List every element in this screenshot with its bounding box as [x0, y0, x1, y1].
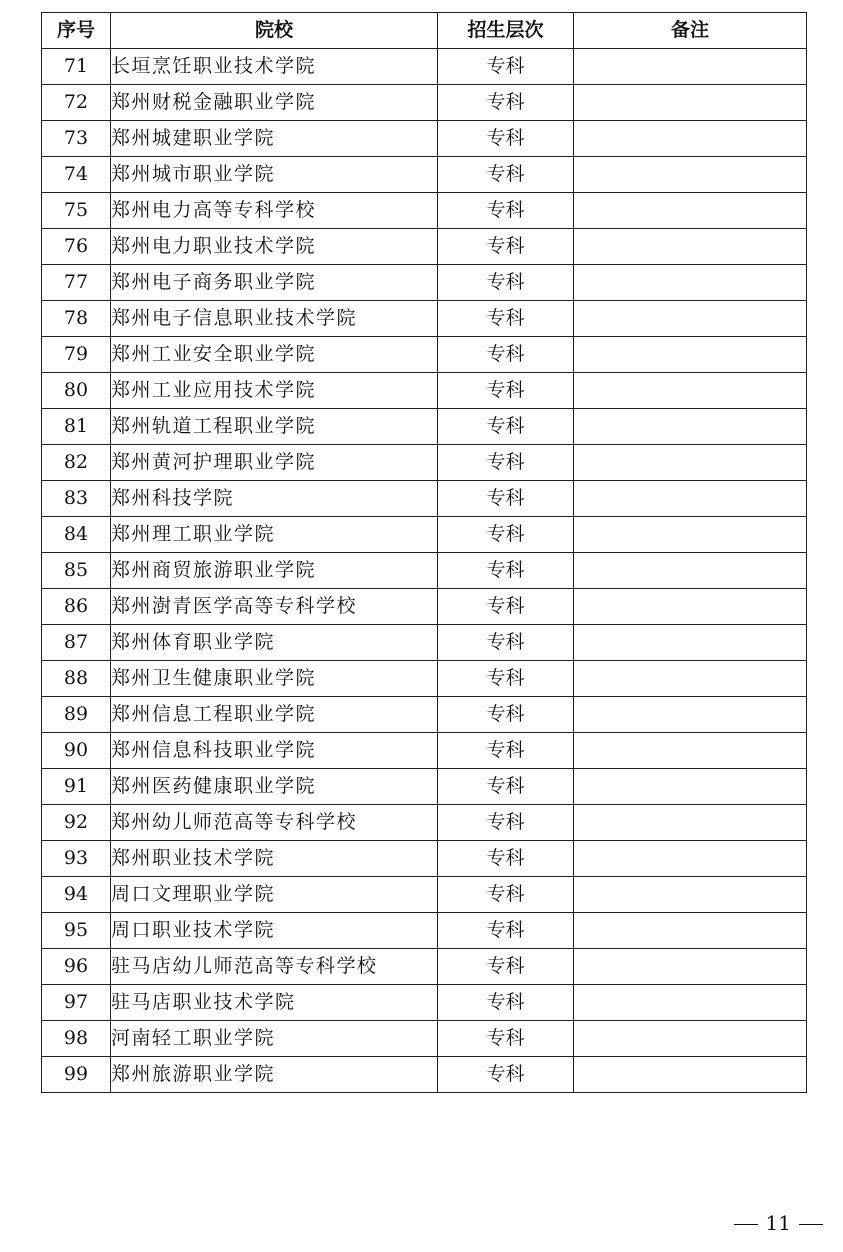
row-school-name: 郑州旅游职业学院: [111, 1057, 438, 1093]
row-school-name: 郑州电子信息职业技术学院: [111, 301, 438, 337]
row-remarks: [574, 985, 807, 1021]
table-row: [42, 661, 807, 697]
row-school-name: 郑州工业安全职业学院: [111, 337, 438, 373]
row-serial-number: 88: [42, 661, 111, 697]
table-row: [42, 517, 807, 553]
table-row: [42, 49, 807, 85]
row-serial-number: 83: [42, 481, 111, 517]
row-remarks: [574, 157, 807, 193]
row-enrollment-level: 专科: [438, 157, 574, 193]
row-serial-number: 80: [42, 373, 111, 409]
table-row: [42, 373, 807, 409]
table-row: [42, 481, 807, 517]
row-serial-number: 95: [42, 913, 111, 949]
row-enrollment-level: 专科: [438, 121, 574, 157]
row-remarks: [574, 85, 807, 121]
row-remarks: [574, 841, 807, 877]
row-enrollment-level: 专科: [438, 481, 574, 517]
row-serial-number: 93: [42, 841, 111, 877]
row-enrollment-level: 专科: [438, 49, 574, 85]
row-school-name: 郑州信息科技职业学院: [111, 733, 438, 769]
row-enrollment-level: 专科: [438, 301, 574, 337]
table-row: [42, 841, 807, 877]
row-serial-number: 79: [42, 337, 111, 373]
table-row: [42, 85, 807, 121]
row-school-name: 郑州电力职业技术学院: [111, 229, 438, 265]
page-number: 11: [765, 1211, 791, 1235]
table-row: [42, 229, 807, 265]
row-school-name: 郑州信息工程职业学院: [111, 697, 438, 733]
school-list-table: [41, 12, 807, 1093]
page-dash-left: [734, 1224, 758, 1225]
row-remarks: [574, 517, 807, 553]
row-enrollment-level: 专科: [438, 877, 574, 913]
row-remarks: [574, 265, 807, 301]
row-school-name: 郑州黄河护理职业学院: [111, 445, 438, 481]
row-remarks: [574, 193, 807, 229]
row-serial-number: 81: [42, 409, 111, 445]
row-school-name: 驻马店职业技术学院: [111, 985, 438, 1021]
row-remarks: [574, 661, 807, 697]
row-school-name: 郑州幼儿师范高等专科学校: [111, 805, 438, 841]
row-enrollment-level: 专科: [438, 589, 574, 625]
row-school-name: 周口文理职业学院: [111, 877, 438, 913]
row-school-name: 郑州轨道工程职业学院: [111, 409, 438, 445]
page-number-footer: [726, 1211, 831, 1235]
row-school-name: 郑州电力高等专科学校: [111, 193, 438, 229]
table-row: [42, 157, 807, 193]
table-row: [42, 697, 807, 733]
table-row: [42, 589, 807, 625]
row-school-name: 郑州理工职业学院: [111, 517, 438, 553]
row-serial-number: 74: [42, 157, 111, 193]
row-serial-number: 87: [42, 625, 111, 661]
row-enrollment-level: 专科: [438, 409, 574, 445]
row-enrollment-level: 专科: [438, 1057, 574, 1093]
table-row: [42, 445, 807, 481]
row-school-name: 驻马店幼儿师范高等专科学校: [111, 949, 438, 985]
row-serial-number: 71: [42, 49, 111, 85]
row-enrollment-level: 专科: [438, 373, 574, 409]
row-serial-number: 98: [42, 1021, 111, 1057]
row-remarks: [574, 769, 807, 805]
row-serial-number: 76: [42, 229, 111, 265]
row-enrollment-level: 专科: [438, 265, 574, 301]
row-serial-number: 86: [42, 589, 111, 625]
table-row: [42, 409, 807, 445]
row-enrollment-level: 专科: [438, 913, 574, 949]
row-enrollment-level: 专科: [438, 517, 574, 553]
row-remarks: [574, 121, 807, 157]
row-remarks: [574, 913, 807, 949]
row-school-name: 郑州职业技术学院: [111, 841, 438, 877]
row-serial-number: 96: [42, 949, 111, 985]
row-serial-number: 91: [42, 769, 111, 805]
table-row: [42, 733, 807, 769]
row-serial-number: 99: [42, 1057, 111, 1093]
row-serial-number: 84: [42, 517, 111, 553]
table-row: [42, 805, 807, 841]
row-remarks: [574, 553, 807, 589]
row-school-name: 郑州澍青医学高等专科学校: [111, 589, 438, 625]
row-enrollment-level: 专科: [438, 697, 574, 733]
table-body: [42, 49, 807, 1093]
row-enrollment-level: 专科: [438, 733, 574, 769]
row-serial-number: 97: [42, 985, 111, 1021]
table-row: [42, 337, 807, 373]
table-row: [42, 625, 807, 661]
row-enrollment-level: 专科: [438, 193, 574, 229]
row-school-name: 郑州电子商务职业学院: [111, 265, 438, 301]
page-dash-right: [799, 1224, 823, 1225]
row-school-name: 郑州商贸旅游职业学院: [111, 553, 438, 589]
table-header-row: [42, 13, 807, 49]
header-serial-number: 序号: [42, 13, 111, 49]
row-serial-number: 94: [42, 877, 111, 913]
row-enrollment-level: 专科: [438, 805, 574, 841]
table-row: [42, 553, 807, 589]
row-enrollment-level: 专科: [438, 769, 574, 805]
table-row: [42, 985, 807, 1021]
row-remarks: [574, 445, 807, 481]
row-serial-number: 90: [42, 733, 111, 769]
table-row: [42, 1021, 807, 1057]
row-remarks: [574, 337, 807, 373]
row-enrollment-level: 专科: [438, 229, 574, 265]
table-row: [42, 769, 807, 805]
header-enrollment-level: 招生层次: [438, 13, 574, 49]
row-remarks: [574, 409, 807, 445]
row-serial-number: 77: [42, 265, 111, 301]
row-remarks: [574, 1057, 807, 1093]
row-remarks: [574, 697, 807, 733]
row-enrollment-level: 专科: [438, 85, 574, 121]
row-school-name: 郑州城市职业学院: [111, 157, 438, 193]
row-school-name: 郑州工业应用技术学院: [111, 373, 438, 409]
row-enrollment-level: 专科: [438, 445, 574, 481]
table-row: [42, 265, 807, 301]
row-enrollment-level: 专科: [438, 625, 574, 661]
row-remarks: [574, 373, 807, 409]
row-serial-number: 92: [42, 805, 111, 841]
row-enrollment-level: 专科: [438, 949, 574, 985]
row-enrollment-level: 专科: [438, 841, 574, 877]
row-serial-number: 82: [42, 445, 111, 481]
header-remarks: 备注: [574, 13, 807, 49]
row-enrollment-level: 专科: [438, 661, 574, 697]
row-remarks: [574, 481, 807, 517]
table-row: [42, 1057, 807, 1093]
table-row: [42, 193, 807, 229]
row-enrollment-level: 专科: [438, 1021, 574, 1057]
row-serial-number: 72: [42, 85, 111, 121]
table-row: [42, 877, 807, 913]
row-school-name: 河南轻工职业学院: [111, 1021, 438, 1057]
row-school-name: 郑州科技学院: [111, 481, 438, 517]
row-remarks: [574, 589, 807, 625]
row-remarks: [574, 733, 807, 769]
row-remarks: [574, 805, 807, 841]
header-school: 院校: [111, 13, 438, 49]
row-school-name: 周口职业技术学院: [111, 913, 438, 949]
row-enrollment-level: 专科: [438, 985, 574, 1021]
row-remarks: [574, 877, 807, 913]
table-row: [42, 913, 807, 949]
row-school-name: 郑州财税金融职业学院: [111, 85, 438, 121]
row-serial-number: 89: [42, 697, 111, 733]
table-row: [42, 121, 807, 157]
row-serial-number: 78: [42, 301, 111, 337]
row-remarks: [574, 949, 807, 985]
row-remarks: [574, 301, 807, 337]
row-school-name: 长垣烹饪职业技术学院: [111, 49, 438, 85]
row-school-name: 郑州卫生健康职业学院: [111, 661, 438, 697]
row-remarks: [574, 625, 807, 661]
row-school-name: 郑州体育职业学院: [111, 625, 438, 661]
row-enrollment-level: 专科: [438, 337, 574, 373]
row-remarks: [574, 1021, 807, 1057]
row-enrollment-level: 专科: [438, 553, 574, 589]
table-row: [42, 301, 807, 337]
row-serial-number: 75: [42, 193, 111, 229]
row-serial-number: 85: [42, 553, 111, 589]
row-remarks: [574, 229, 807, 265]
row-school-name: 郑州医药健康职业学院: [111, 769, 438, 805]
row-serial-number: 73: [42, 121, 111, 157]
row-school-name: 郑州城建职业学院: [111, 121, 438, 157]
row-remarks: [574, 49, 807, 85]
table-row: [42, 949, 807, 985]
